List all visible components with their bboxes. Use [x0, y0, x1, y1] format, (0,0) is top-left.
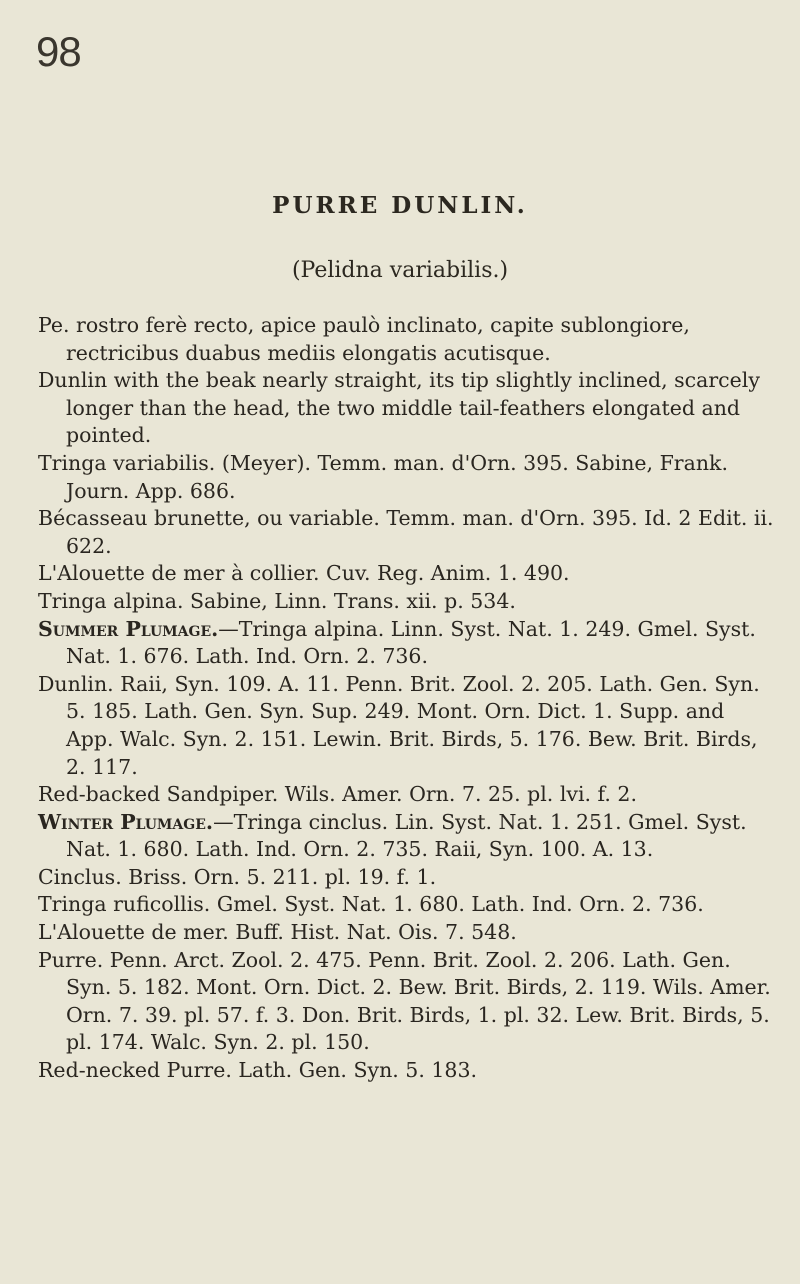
latin-diagnosis: Pe. rostro ferè recto, apice paulò inclinato, capite sublongiore, rectricibus duabus mediis elongatis acutisque.: [38, 313, 690, 365]
synonym-entry: Cinclus. Briss. Orn. 5. 211. pl. 19. f. 1.: [38, 864, 437, 889]
page-number: 98: [36, 28, 81, 75]
english-diagnosis: Dunlin with the beak nearly straight, its tip slightly inclined, scarcely longer than the head, the two middle tail-feathers elongated and pointed.: [38, 368, 760, 448]
synonym-entry: Dunlin. Raii, Syn. 109. A. 11. Penn. Brit. Zool. 2. 205. Lath. Gen. Syn. 5. 185. Lath. Gen. Syn. Sup. 249. Mont. Orn. Dict. 1. Supp. and App. Walc. Syn. 2. 151. Lewin. Brit. Birds, 5. 176. Bew. Brit. Birds, 2. 117.: [38, 671, 760, 779]
section-label: Winter Plumage.: [38, 809, 214, 834]
synonym-entry: Tringa alpina. Sabine, Linn. Trans. xii. p. 534.: [38, 588, 516, 613]
synonym-entry: Tringa variabilis. (Meyer). Temm. man. d'Orn. 395. Sabine, Frank. Journ. App. 686.: [38, 450, 728, 503]
section-label: Summer Plumage.: [38, 616, 219, 641]
summer-plumage-entry: Summer Plumage.—Tringa alpina. Linn. Syst. Nat. 1. 249. Gmel. Syst. Nat. 1. 676. Lath. Ind. Orn. 2. 736.: [38, 616, 756, 669]
synonym-entry: Bécasseau brunette, ou variable. Temm. man. d'Orn. 395. Id. 2 Edit. ii. 622.: [38, 506, 774, 558]
synonym-entry: L'Alouette de mer. Buff. Hist. Nat. Ois. 7. 548.: [38, 920, 517, 945]
page-subtitle: (Pelidna variabilis.): [291, 258, 509, 283]
synonym-entry: Tringa ruficollis. Gmel. Syst. Nat. 1. 680. Lath. Ind. Orn. 2. 736.: [38, 892, 704, 917]
synonym-entry: Red-backed Sandpiper. Wils. Amer. Orn. 7. 25. pl. lvi. f. 2.: [38, 782, 637, 807]
page-title: PURRE DUNLIN.: [272, 192, 528, 219]
synonym-entry: Purre. Penn. Arct. Zool. 2. 475. Penn. Brit. Zool. 2. 206. Lath. Gen. Syn. 5. 182. Mont. Orn. Dict. 2. Bew. Brit. Birds, 2. 119. Wils. Amer. Orn. 7. 39. pl. 57. f. 3. Don. Brit. Birds, 1. pl. 32. Lew. Brit. Birds, 5. pl. 174. Walc. Syn. 2. pl. 150.: [38, 947, 771, 1055]
winter-plumage-entry: Winter Plumage.—Tringa cinclus. Lin. Syst. Nat. 1. 251. Gmel. Syst. Nat. 1. 680. Lath. Ind. Orn. 2. 735. Raii, Syn. 100. A. 13.: [38, 809, 747, 862]
synonym-entry: Red-necked Purre. Lath. Gen. Syn. 5. 183.: [38, 1058, 478, 1083]
synonym-entry: L'Alouette de mer à collier. Cuv. Reg. Anim. 1. 490.: [38, 561, 570, 586]
synonymy-text: [38, 312, 778, 1085]
